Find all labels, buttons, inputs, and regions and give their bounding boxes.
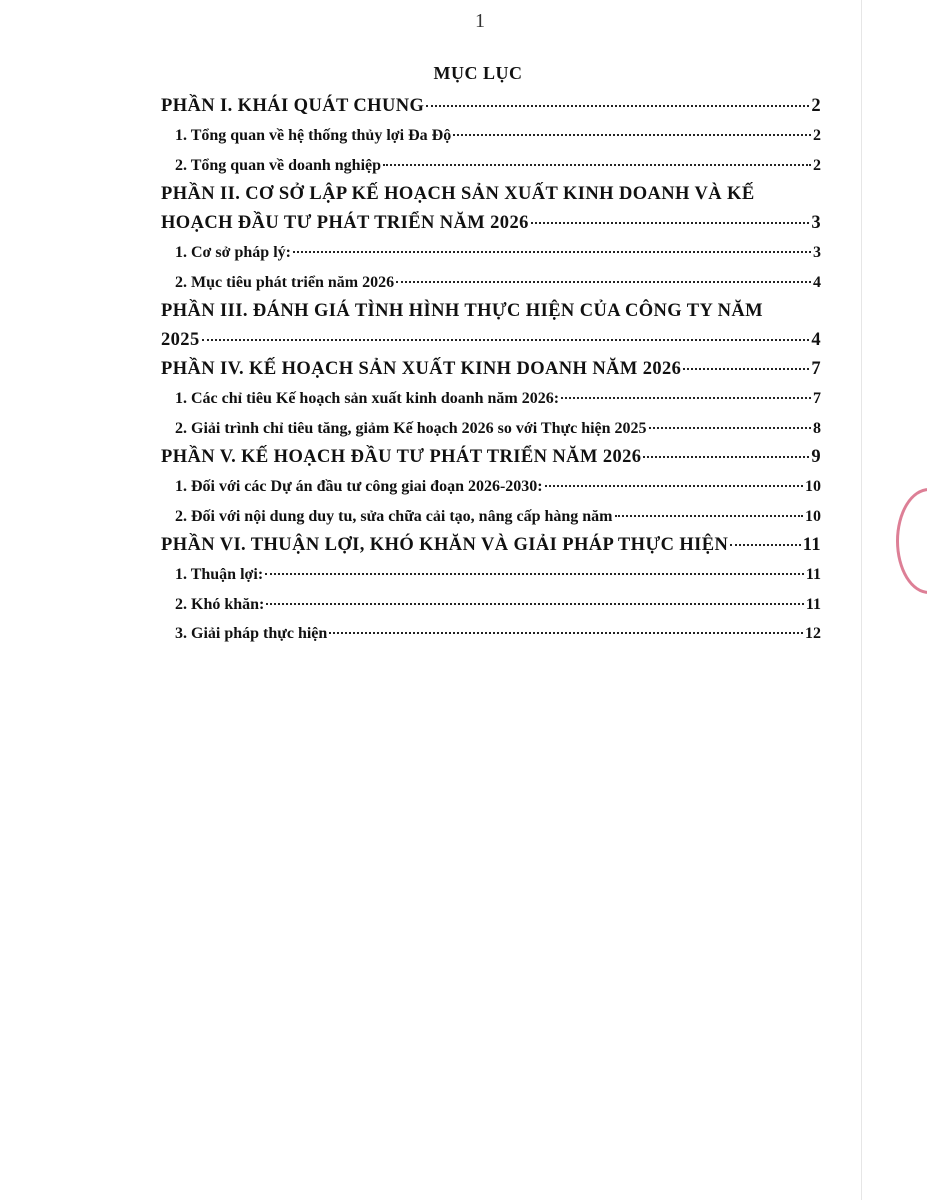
- toc-entry-part-4[interactable]: [161, 355, 821, 384]
- toc-entry-part-3-line1[interactable]: PHẦN III. ĐÁNH GIÁ TÌNH HÌNH THỰC HIỆN CỦA CÔNG TY NĂM: [161, 301, 764, 321]
- dot-leader: [426, 105, 809, 107]
- toc-entry-label: PHẦN I. KHÁI QUÁT CHUNG: [161, 96, 425, 116]
- dot-leader: [453, 134, 811, 136]
- toc-entry-part-6[interactable]: [161, 531, 821, 560]
- dot-leader: [730, 544, 800, 546]
- toc-entry-label: 1. Thuận lợi:: [175, 566, 264, 583]
- toc-entry-page: 8: [813, 419, 821, 437]
- dot-leader: [531, 222, 810, 224]
- page-edge-line: [861, 0, 862, 1200]
- toc-entry-1-1[interactable]: [161, 121, 821, 151]
- stamp-fragment: [896, 488, 927, 594]
- toc-entry-6-3[interactable]: [161, 619, 821, 649]
- toc-entry-page: 12: [805, 625, 821, 642]
- toc-entry-label: 2. Đối với nội dung duy tu, sửa chữa cải tạo, nâng cấp hàng năm: [175, 507, 613, 525]
- toc-entry-label: 2025: [161, 330, 200, 350]
- dot-leader: [561, 397, 811, 399]
- dot-leader: [615, 515, 804, 517]
- toc-entry-part-5[interactable]: [161, 443, 821, 472]
- toc-entry-label: PHẦN VI. THUẬN LỢI, KHÓ KHĂN VÀ GIẢI PHÁP THỰC HIỆN: [161, 535, 729, 555]
- toc-entry-page: 3: [813, 244, 821, 261]
- toc-entry-page: 3: [811, 213, 821, 233]
- dot-leader: [643, 456, 809, 458]
- toc-entry-label: 1. Tổng quan về hệ thống thủy lợi Đa Độ: [175, 127, 452, 144]
- toc-entry-6-1[interactable]: [161, 560, 821, 590]
- toc-entry-part-3[interactable]: [161, 326, 821, 355]
- dot-leader: [266, 603, 804, 605]
- toc-entry-page: 11: [805, 595, 821, 613]
- toc-entry-label: PHẦN IV. KẾ HOẠCH SẢN XUẤT KINH DOANH NĂM 2026: [161, 359, 682, 379]
- dot-leader: [293, 251, 811, 253]
- toc-entry-label: 2. Giải trình chỉ tiêu tăng, giảm Kế hoạch 2026 so với Thực hiện 2025: [175, 419, 647, 437]
- toc-entry-page: 2: [811, 96, 821, 116]
- toc-entry-label: 1. Đối với các Dự án đầu tư công giai đoạn 2026-2030:: [175, 478, 543, 495]
- toc-entry-part-1[interactable]: [161, 92, 821, 121]
- toc-entry-4-2[interactable]: [161, 414, 821, 444]
- toc-entry-part-2[interactable]: [161, 209, 821, 238]
- page-number: 1: [475, 10, 485, 32]
- toc-entry-5-1[interactable]: [161, 472, 821, 502]
- toc-entry-page: 4: [811, 330, 821, 350]
- toc-entry-label: 1. Cơ sở pháp lý:: [175, 244, 291, 261]
- toc-entry-2-2[interactable]: [161, 268, 821, 298]
- toc-entry-label: 3. Giải pháp thực hiện: [175, 625, 328, 642]
- toc-title: MỤC LỤC: [433, 63, 523, 83]
- toc-entry-page: 10: [805, 478, 821, 495]
- toc-entry-page: 9: [811, 447, 821, 467]
- toc-entry-label: 2. Khó khăn:: [175, 595, 265, 613]
- toc-entry-1-2[interactable]: [161, 151, 821, 181]
- toc-entry-page: 7: [811, 359, 821, 379]
- toc-entry-label: 2. Tổng quan về doanh nghiệp: [175, 156, 382, 174]
- toc-entry-page: 10: [805, 507, 821, 525]
- toc-entry-part-2-line1[interactable]: PHẦN II. CƠ SỞ LẬP KẾ HOẠCH SẢN XUẤT KINH DOANH VÀ KẾ: [161, 184, 755, 204]
- toc-entry-page: 11: [802, 535, 821, 555]
- dot-leader: [545, 485, 803, 487]
- toc-entry-5-2[interactable]: [161, 502, 821, 532]
- toc-entry-label: 1. Các chỉ tiêu Kế hoạch sản xuất kinh doanh năm 2026:: [175, 390, 560, 407]
- dot-leader: [683, 368, 809, 370]
- toc-entry-page: 7: [813, 390, 821, 407]
- dot-leader: [396, 281, 811, 283]
- toc-entry-label: HOẠCH ĐẦU TƯ PHÁT TRIỂN NĂM 2026: [161, 213, 529, 233]
- toc-entry-4-1[interactable]: [161, 384, 821, 414]
- dot-leader: [202, 339, 810, 341]
- toc-entry-page: 4: [813, 273, 821, 291]
- toc-entry-2-1[interactable]: [161, 238, 821, 268]
- dot-leader: [265, 573, 804, 575]
- toc-entry-page: 2: [813, 127, 821, 144]
- toc-entry-label: 2. Mục tiêu phát triển năm 2026: [175, 273, 395, 291]
- dot-leader: [649, 427, 811, 429]
- toc-entry-page: 11: [805, 566, 821, 583]
- dot-leader: [383, 164, 811, 166]
- toc-entry-6-2[interactable]: [161, 590, 821, 620]
- toc-entry-label: PHẦN V. KẾ HOẠCH ĐẦU TƯ PHÁT TRIỂN NĂM 2026: [161, 447, 642, 467]
- toc-entry-page: 2: [813, 156, 821, 174]
- dot-leader: [329, 632, 803, 634]
- table-of-contents: [161, 92, 821, 649]
